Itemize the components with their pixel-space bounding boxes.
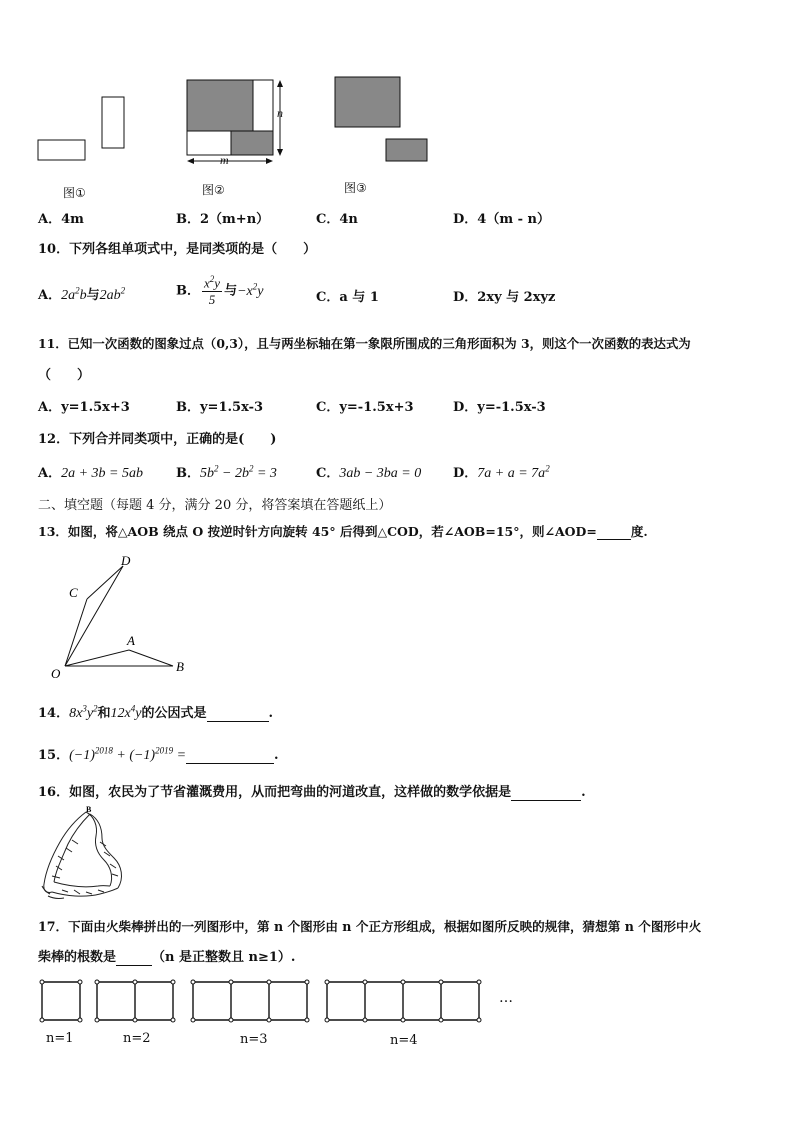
matchstick-figure-2 (95, 980, 175, 1022)
q13-diagram (45, 552, 195, 680)
q9-figures (30, 72, 430, 204)
dim-m-label: m (220, 153, 229, 167)
q17-stem-line2: 柴棒的根数是 （n 是正整数且 n≥1）. (38, 950, 296, 965)
q17-ellipsis: … (499, 990, 515, 1006)
q11-option-d[interactable]: D．y=-1.5x-3 (453, 400, 546, 415)
q10-a-expr1: $2a^2b$ (61, 285, 87, 303)
q15-answer-blank[interactable] (186, 748, 274, 764)
q17-caption-n2: n=2 (123, 1031, 151, 1046)
q10-option-d[interactable]: D．2xy 与 2xyz (453, 290, 556, 305)
q12-d-expr: $7a + a = 7a^2$ (477, 463, 550, 481)
q14-expr1: $8x^3y^2$ (69, 703, 98, 721)
q13-stem: 13．如图，将△AOB 绕点 O 按逆时针方向旋转 45° 后得到△COD，若∠AOB=15°，则∠AOD= 度. (38, 524, 648, 539)
q13-label-o: O (51, 666, 61, 680)
q16-label-b: B (86, 806, 92, 814)
q11-option-c[interactable]: C．y=-1.5x+3 (316, 400, 414, 415)
q9-option-d[interactable]: D．4（m - n） (453, 212, 550, 227)
q12-c-expr: 3ab − 3ba = 0 (339, 466, 422, 481)
matchstick-figure-4 (325, 980, 481, 1022)
section-2-heading: 二、填空题（每题 4 分，满分 20 分，将答案填在答题纸上） (38, 498, 392, 513)
q15-line: 15．$(-1)^{2018} + (-1)^{2019}$ = . (38, 745, 279, 763)
q11-option-a[interactable]: A．y=1.5x+3 (38, 400, 130, 415)
q11-stem-line2: （ ） (38, 368, 91, 383)
matchstick-figure-3 (191, 980, 309, 1022)
matchstick-figure-1 (40, 980, 82, 1022)
figure-1 (38, 97, 124, 160)
q10-b-fraction: $\frac{x^2y}{5}$ (204, 274, 221, 308)
q17-matchstick-figures (30, 972, 530, 1032)
figure-3-caption: 图③ (344, 181, 367, 195)
q9-option-c[interactable]: C．4n (316, 212, 358, 227)
q10-option-b[interactable]: B． $\frac{x^2y}{5}$ 与$-x^2y$ (176, 274, 264, 308)
q15-expr: $(-1)^{2018} + (-1)^{2019}$ = (69, 745, 187, 763)
q14-answer-blank[interactable] (207, 706, 269, 722)
figure-2 (187, 80, 283, 164)
q10-stem: 10．下列各组单项式中，是同类项的是（ ） (38, 242, 317, 257)
q10-option-a[interactable]: A．$2a^2b$与$2ab^2$ (38, 285, 126, 303)
q16-answer-blank[interactable] (511, 785, 581, 801)
q13-answer-blank[interactable] (597, 524, 631, 540)
q17-stem-line1: 17．下面由火柴棒拼出的一列图形中，第 n 个图形由 n 个正方形组成，根据如图所反映的规律，猜想第 n 个图形中火 (38, 919, 702, 934)
q12-option-b[interactable]: B．$5b^2 - 2b^2 = 3$ (176, 463, 277, 481)
q12-option-c[interactable]: C．3ab − 3ba = 0 (316, 466, 422, 481)
q12-option-d[interactable]: D．$7a + a = 7a^2$ (453, 463, 550, 481)
figure-1-caption: 图① (63, 186, 86, 200)
q13-label-b: B (176, 659, 184, 674)
q14-expr2: $12x^4y$ (110, 703, 142, 721)
q10-a-expr2: $2ab^2$ (99, 285, 126, 303)
q17-caption-n4: n=4 (390, 1033, 418, 1048)
q11-option-b[interactable]: B．y=1.5x-3 (176, 400, 264, 415)
q12-b-expr: $5b^2 - 2b^2 = 3$ (200, 463, 277, 481)
q12-option-a[interactable]: A．2a + 3b = 5ab (38, 466, 143, 481)
q17-caption-n3: n=3 (240, 1032, 268, 1047)
q16-river-sketch (38, 806, 138, 902)
q14-line: 14．$8x^3y^2$和$12x^4y$的公因式是 . (38, 703, 274, 721)
q13-label-c: C (69, 585, 78, 600)
q17-caption-n1: n=1 (46, 1031, 74, 1046)
figure-2-caption: 图② (202, 183, 225, 197)
q17-answer-blank[interactable] (116, 950, 152, 966)
q11-stem-line1: 11．已知一次函数的图象过点（0,3），且与两坐标轴在第一象限所围成的三角形面积为 3，则这个一次函数的表达式为 (38, 336, 691, 351)
q10-b-expr2: $-x^2y$ (237, 281, 264, 299)
q13-label-a: A (127, 633, 135, 648)
q12-stem: 12．下列合并同类项中，正确的是( ) (38, 432, 277, 447)
q9-option-a[interactable]: A．4m (38, 212, 84, 227)
figure-3 (335, 77, 427, 161)
q9-option-b[interactable]: B．2（m+n） (176, 212, 270, 227)
q16-stem: 16．如图，农民为了节省灌溉费用，从而把弯曲的河道改直，这样做的数学依据是 . (38, 785, 586, 800)
dim-n-label: n (277, 106, 283, 120)
q12-a-expr: 2a + 3b = 5ab (61, 466, 143, 481)
q13-label-d: D (121, 553, 131, 568)
q10-option-c[interactable]: C．a 与 1 (316, 290, 379, 305)
